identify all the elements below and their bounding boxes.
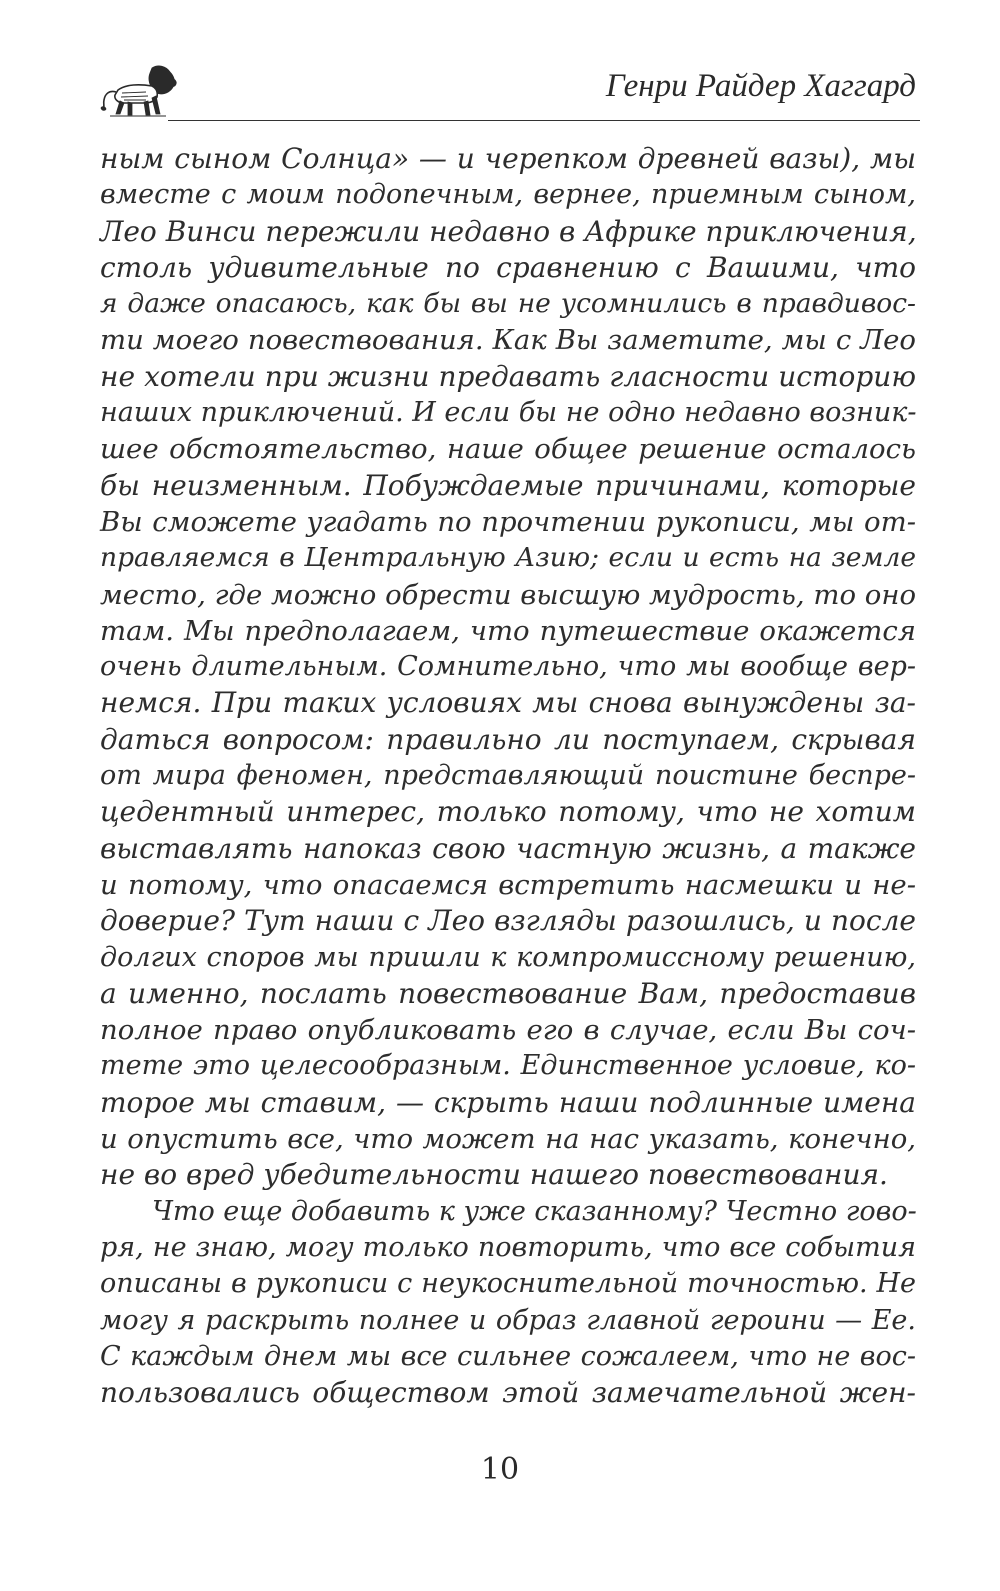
text-line: торое мы ставим, — скрыть наши подлинные имена — [100, 1085, 916, 1119]
text-line: ным сыном Солнца» — и черепком древней вазы), мы — [100, 142, 916, 175]
text-line: не хотели при жизни предавать гласности историю — [100, 359, 916, 393]
page-number: 10 — [480, 1452, 520, 1487]
body-text — [100, 141, 916, 1411]
text-line: полное право опубликовать его в случае, если Вы соч- — [100, 1014, 916, 1047]
text-line: Что еще добавить к уже сказанному? Честно гово- — [152, 1195, 917, 1227]
text-line: шее обстоятельство, наше общее решение осталось — [100, 433, 916, 466]
text-line: Вы сможете угадать по прочтении рукописи, мы от- — [100, 505, 916, 538]
text-line: от мира феномен, представляющий поистине беспре- — [100, 760, 916, 792]
text-line: долгих споров мы пришли к компромиссному решению, — [100, 941, 916, 973]
text-line: цедентный интерес, только потому, что не хотим — [100, 795, 916, 829]
text-line: ти моего повествования. Как Вы заметите, мы с Лео — [100, 324, 916, 357]
lion-icon — [100, 64, 180, 120]
text-line: я даже опасаюсь, как бы вы не усомнились в правдивос- — [100, 288, 916, 320]
paragraph — [100, 141, 916, 1194]
text-line: наших приключений. И если бы не одно недавно возник- — [100, 397, 917, 429]
text-line: и потому, что опасаемся встретить насмешки и не- — [100, 868, 916, 901]
text-line: не во вред убедительности нашего повествования. — [100, 1158, 888, 1192]
text-line: правляемся в Центральную Азию; если и есть на земле — [100, 542, 916, 574]
text-line: С каждым днем мы все сильнее сожалеем, что не вос- — [100, 1340, 916, 1372]
text-line: там. Мы предполагаем, что путешествие окажется — [100, 614, 916, 647]
text-line: тете это целесообразным. Единственное условие, ко- — [100, 1050, 916, 1082]
text-line: вместе с моим подопечным, вернее, приемным сыном, — [100, 179, 916, 211]
text-line: а именно, послать повествование Вам, предоставив — [100, 976, 916, 1010]
text-line: пользовались обществом этой замечательной жен- — [100, 1376, 916, 1410]
header-rule — [168, 120, 920, 121]
text-line: место, где можно обрести высшую мудрость, то оно — [100, 578, 916, 611]
paragraph — [100, 1194, 916, 1412]
text-line: немся. При таких условиях мы снова вынуждены за- — [100, 686, 916, 720]
text-line: даться вопросом: правильно ли поступаем, скрывая — [100, 722, 916, 756]
text-line: бы неизменным. Побуждаемые причинами, которые — [100, 468, 916, 502]
text-line: доверие? Тут наши с Лео взгляды разошлись, и после — [100, 904, 916, 938]
text-line: столь удивительные по сравнению с Вашими, что — [100, 250, 916, 284]
text-line: выставлять напоказ свою частную жизнь, а также — [100, 831, 916, 865]
running-title: Генри Райдер Хаггард — [605, 68, 916, 104]
text-line: ря, не знаю, могу только повторить, что все события — [100, 1231, 916, 1263]
text-line: описаны в рукописи с неукоснительной точностью. Не — [100, 1268, 916, 1300]
text-line: очень длительным. Сомнительно, что мы вообще вер- — [100, 651, 916, 683]
text-line: могу я раскрыть полнее и образ главной героини — Ее. — [100, 1304, 916, 1336]
text-line: и опустить все, что может на нас указать, конечно, — [100, 1123, 916, 1156]
text-line: Лео Винси пережили недавно в Африке приключения, — [100, 214, 917, 248]
running-header — [100, 62, 920, 124]
